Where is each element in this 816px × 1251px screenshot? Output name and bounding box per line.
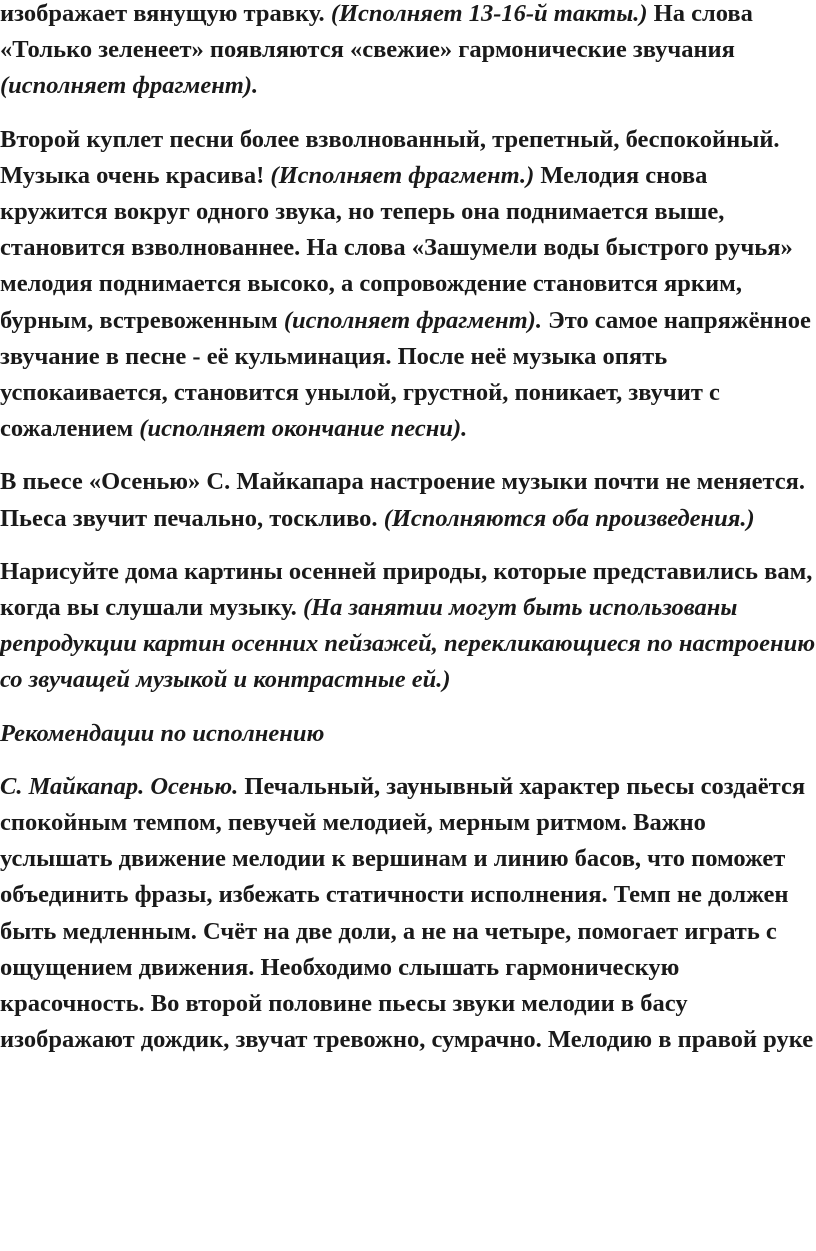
text-span: Нарисуйте дома картины осенней природы, которые представились вам, когда вы слушали музыку.	[0, 557, 813, 622]
text-span: На слова «Только зеленеет» появляются «свежие» гармонические звучания	[0, 0, 753, 64]
paragraph-3	[0, 464, 816, 536]
text-span: Второй куплет песни более взволнованный, трепетный, беспокойный. Музыка очень красива!	[0, 125, 780, 189]
italic-span: (Исполняет фрагмент.)	[270, 161, 535, 189]
text-span: В пьесе «Осенью» С. Майкапара настроение музыки почти не меняется. Пьеса звучит печально, тоскливо.	[0, 468, 806, 532]
italic-span: С. Майкапар. Осенью.	[0, 772, 239, 800]
text-span: Мелодия снова кружится вокруг одного звука, но теперь она поднимается выше, становится взволнованнее. На слова «Зашумели воды быстрого ручья» мелодия поднимается высоко, а сопровождение становится ярким, бурным, встревоженным	[0, 161, 793, 334]
paragraph-2	[0, 122, 816, 448]
italic-span: (исполняет фрагмент).	[283, 306, 542, 334]
italic-span: (На занятии могут быть использованы репродукции картин осенних пейзажей, перекликающиеся по настроению со звучащей музыкой и контрастные ей.)	[0, 594, 816, 694]
text-span: Печальный, заунывный характер пьесы создаётся спокойным темпом, певучей мелодией, мерным ритмом. Важно услышать движение мелодии к вершинам и линию басов, что поможет объединить фразы, избежать статичности исполнения. Темп не должен быть медленным. Счёт на две доли, а не на четыре, помогает играть с ощущением движения. Необходимо слышать гармоническую красочность. Во второй половине пьесы звуки мелодии в басу изображают дождик, звучат тревожно, сумрачно. Мелодию в правой руке	[0, 772, 814, 1054]
text-span: изображает вянущую травку.	[0, 0, 331, 27]
italic-span: (Исполняются оба произведения.)	[383, 504, 755, 532]
italic-span: (исполняет фрагмент).	[0, 72, 259, 100]
text-span: Это самое напряжённое звучание в песне - её кульминация. После неё музыка опять успокаивается, становится унылой, грустной, поникает, звучит с сожалением	[0, 306, 811, 443]
paragraph-5	[0, 769, 816, 1059]
heading-text: Рекомендации по исполнению	[0, 719, 325, 747]
paragraph-4	[0, 554, 816, 699]
paragraph-1	[0, 0, 816, 105]
italic-span: (исполняет окончание песни).	[139, 415, 468, 443]
section-heading	[0, 716, 816, 752]
italic-span: (Исполняет 13-16-й такты.)	[330, 0, 648, 27]
